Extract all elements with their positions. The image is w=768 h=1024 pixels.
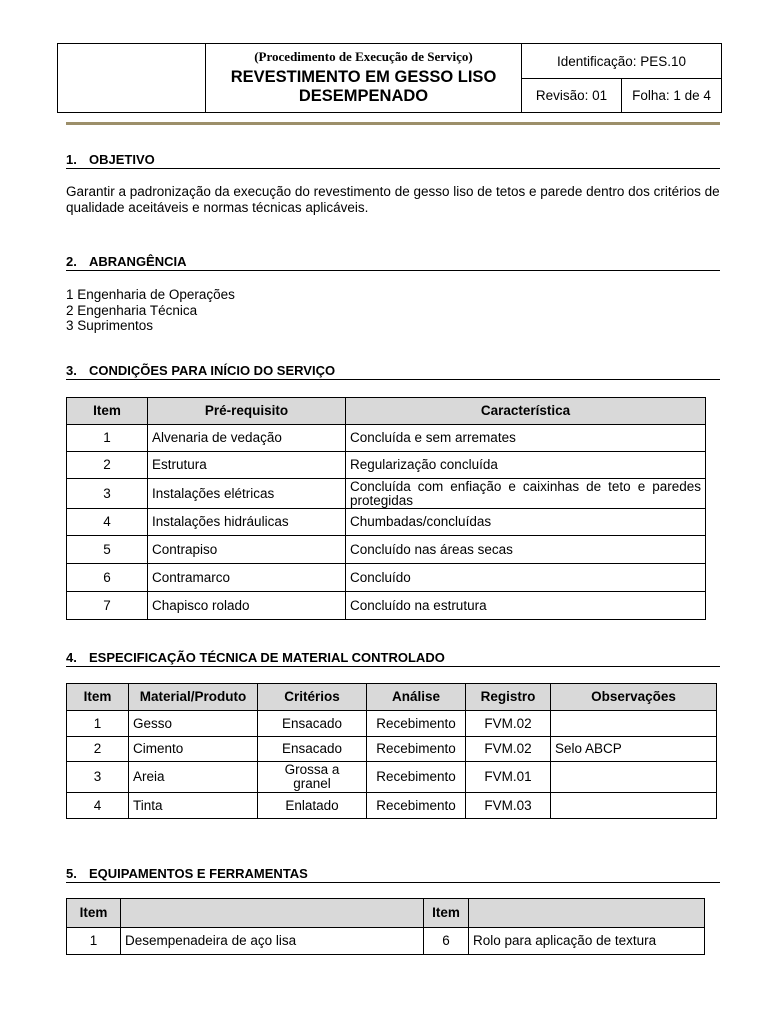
table-cell: Concluído nas áreas secas: [346, 536, 706, 564]
logo-area: [58, 44, 206, 113]
table-cell: Recebimento: [367, 793, 466, 819]
column-header: Critérios: [258, 684, 367, 711]
table-cell: Instalações hidráulicas: [148, 509, 346, 536]
table-cell: Chumbadas/concluídas: [346, 509, 706, 536]
table-cell: Instalações elétricas: [148, 479, 346, 509]
column-header: Observações: [551, 684, 717, 711]
table-cell: 6: [424, 928, 469, 955]
table-cell: 7: [67, 592, 148, 620]
table-cell: [551, 793, 717, 819]
section-heading-especificacao: [66, 650, 720, 667]
table-cell: Areia: [129, 762, 258, 793]
header-rule: [66, 122, 720, 125]
column-header: Item: [67, 398, 148, 425]
table-cell: Recebimento: [367, 762, 466, 793]
table-row: [67, 928, 705, 955]
table-cell: Recebimento: [367, 737, 466, 762]
table-cell: Recebimento: [367, 711, 466, 737]
column-header: Pré-requisito: [148, 398, 346, 425]
section-heading-condicoes: [66, 363, 720, 380]
table-cell: Contrapiso: [148, 536, 346, 564]
section-number: 5.: [66, 866, 77, 881]
table-cell: FVM.01: [466, 762, 551, 793]
table-cell: 1: [67, 425, 148, 452]
title-block: [206, 44, 522, 113]
identification: Identificação: PES.10: [522, 44, 722, 79]
objetivo-text: Garantir a padronização da execução do revestimento de gesso liso de tetos e parede dentro dos critérios de qualidade aceitáveis e normas técnicas aplicáveis.: [66, 184, 720, 215]
list-item: 2 Engenharia Técnica: [66, 302, 198, 318]
table-row: [67, 509, 706, 536]
column-header: Material/Produto: [129, 684, 258, 711]
column-header: [121, 899, 424, 928]
document-header: [57, 43, 722, 113]
section-title: EQUIPAMENTOS E FERRAMENTAS: [89, 866, 308, 881]
column-header: Item: [67, 899, 121, 928]
section-title: OBJETIVO: [89, 152, 155, 167]
table-cell: Ensacado: [258, 737, 367, 762]
table-cell: Selo ABCP: [551, 737, 717, 762]
prerequisites-table: [66, 397, 706, 620]
table-row: [67, 737, 717, 762]
table-cell: 4: [67, 793, 129, 819]
document-subtitle: (Procedimento de Execução de Serviço): [254, 49, 473, 64]
table-cell: FVM.03: [466, 793, 551, 819]
table-cell: 4: [67, 509, 148, 536]
table-cell: Enlatado: [258, 793, 367, 819]
table-cell: 2: [67, 452, 148, 479]
sheet-number: Folha: 1 de 4: [622, 79, 722, 113]
table-row: [67, 762, 717, 793]
section-number: 4.: [66, 650, 77, 665]
column-header: Item: [67, 684, 129, 711]
table-cell: Concluída e sem arremates: [346, 425, 706, 452]
table-cell: FVM.02: [466, 711, 551, 737]
column-header: Característica: [346, 398, 706, 425]
table-cell: Chapisco rolado: [148, 592, 346, 620]
section-heading-equipamentos: [66, 866, 720, 883]
table-cell: Regularização concluída: [346, 452, 706, 479]
document-title-line2: DESEMPENADO: [298, 87, 429, 105]
list-item: 1 Engenharia de Operações: [66, 287, 235, 302]
section-title: CONDIÇÕES PARA INÍCIO DO SERVIÇO: [89, 363, 336, 378]
section-title: ABRANGÊNCIA: [89, 254, 187, 269]
table-cell: Gesso: [129, 711, 258, 737]
table-cell: 3: [67, 762, 129, 793]
table-cell: Ensacado: [258, 711, 367, 737]
section-number: 1.: [66, 152, 77, 167]
table-cell: Alvenaria de vedação: [148, 425, 346, 452]
table-cell: Tinta: [129, 793, 258, 819]
table-cell: [551, 711, 717, 737]
table-cell: 1: [67, 928, 121, 955]
table-row: [67, 711, 717, 737]
revision: Revisão: 01: [522, 79, 622, 113]
column-header: Análise: [367, 684, 466, 711]
table-row: [67, 479, 706, 509]
abrangencia-list: [66, 287, 235, 334]
section-title: ESPECIFICAÇÃO TÉCNICA DE MATERIAL CONTROLADO: [89, 650, 445, 665]
table-cell: [551, 762, 717, 793]
table-cell: Concluída com enfiação e caixinhas de teto e paredes protegidas: [346, 479, 706, 509]
equipment-table: [66, 898, 705, 955]
list-item: 3 Suprimentos: [66, 318, 154, 333]
column-header: [469, 899, 705, 928]
table-cell: Desempenadeira de aço lisa: [121, 928, 424, 955]
section-number: 2.: [66, 254, 77, 269]
document-title-line1: REVESTIMENTO EM GESSO LISO: [230, 68, 497, 86]
column-header: Registro: [466, 684, 551, 711]
column-header: Item: [424, 899, 469, 928]
table-cell: Concluído: [346, 564, 706, 592]
table-cell: Rolo para aplicação de textura: [469, 928, 705, 955]
table-cell: FVM.02: [466, 737, 551, 762]
table-row: [67, 592, 706, 620]
table-cell: Grossa a granel: [258, 762, 367, 793]
table-row: [67, 564, 706, 592]
document-title: [206, 68, 521, 106]
table-cell: Cimento: [129, 737, 258, 762]
table-cell: Concluído na estrutura: [346, 592, 706, 620]
table-cell: 5: [67, 536, 148, 564]
section-number: 3.: [66, 363, 77, 378]
table-cell: 6: [67, 564, 148, 592]
section-heading-objetivo: [66, 152, 720, 169]
table-row: [67, 536, 706, 564]
table-cell: Estrutura: [148, 452, 346, 479]
table-cell: 2: [67, 737, 129, 762]
table-row: [67, 793, 717, 819]
materials-table: [66, 683, 717, 819]
table-row: [67, 452, 706, 479]
section-heading-abrangencia: [66, 254, 720, 271]
table-cell: 3: [67, 479, 148, 509]
table-cell: 1: [67, 711, 129, 737]
table-row: [67, 425, 706, 452]
table-cell: Contramarco: [148, 564, 346, 592]
